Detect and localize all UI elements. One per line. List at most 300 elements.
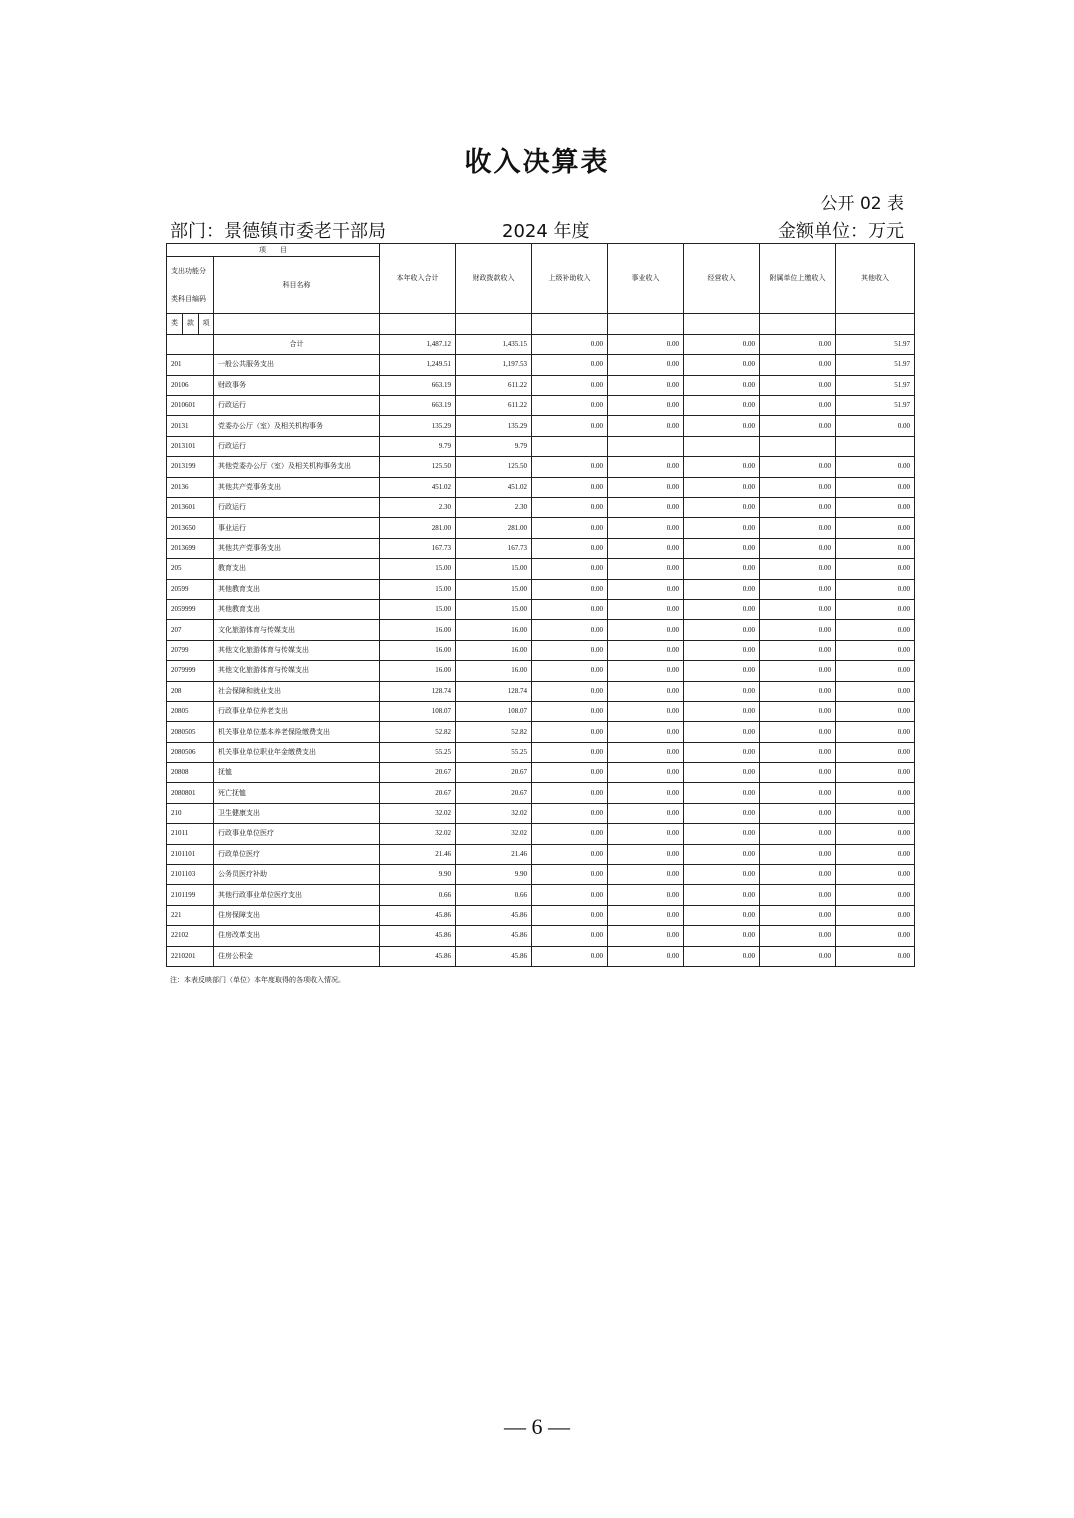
subject-name: 其他共产党事务支出 bbox=[214, 477, 380, 497]
amount-cell: 0.00 bbox=[836, 763, 915, 783]
subject-name: 其他教育支出 bbox=[214, 599, 380, 619]
subject-code: 22102 bbox=[167, 926, 214, 946]
amount-cell: 0.00 bbox=[684, 640, 760, 660]
amount-cell: 0.00 bbox=[532, 457, 608, 477]
table-row bbox=[167, 498, 915, 518]
amount-cell: 0.00 bbox=[608, 396, 684, 416]
subject-name: 抚恤 bbox=[214, 763, 380, 783]
subject-name: 行政单位医疗 bbox=[214, 844, 380, 864]
amount-cell: 16.00 bbox=[380, 620, 456, 640]
amount-cell: 0.00 bbox=[532, 498, 608, 518]
amount-cell: 0.00 bbox=[684, 498, 760, 518]
subject-code: 2080801 bbox=[167, 783, 214, 803]
subject-name: 其他行政事业单位医疗支出 bbox=[214, 885, 380, 905]
subject-code: 20136 bbox=[167, 477, 214, 497]
amount-cell: 0.00 bbox=[836, 518, 915, 538]
amount-cell: 0.00 bbox=[532, 763, 608, 783]
amount-cell: 0.00 bbox=[608, 498, 684, 518]
amount-cell: 0.00 bbox=[532, 477, 608, 497]
header-col-5: 经营收入 bbox=[684, 244, 760, 314]
amount-cell: 0.00 bbox=[608, 926, 684, 946]
total-value-1: 1,487.12 bbox=[380, 334, 456, 354]
table-row bbox=[167, 477, 915, 497]
amount-cell: 45.86 bbox=[456, 946, 532, 966]
amount-cell: 0.00 bbox=[836, 498, 915, 518]
amount-cell: 0.00 bbox=[836, 803, 915, 823]
amount-cell: 0.00 bbox=[760, 477, 836, 497]
header-col-2: 财政拨款收入 bbox=[456, 244, 532, 314]
amount-cell: 0.00 bbox=[684, 681, 760, 701]
amount-cell: 0.00 bbox=[684, 457, 760, 477]
amount-cell: 0.00 bbox=[760, 620, 836, 640]
amount-cell: 0.00 bbox=[760, 824, 836, 844]
amount-cell: 0.00 bbox=[608, 701, 684, 721]
amount-cell: 0.00 bbox=[836, 579, 915, 599]
header-col-6-blank bbox=[760, 314, 836, 335]
amount-cell: 0.00 bbox=[532, 559, 608, 579]
amount-cell: 0.00 bbox=[532, 803, 608, 823]
table-row bbox=[167, 436, 915, 456]
amount-cell: 15.00 bbox=[380, 599, 456, 619]
amount-cell: 0.00 bbox=[684, 865, 760, 885]
amount-cell: 0.00 bbox=[608, 885, 684, 905]
amount-cell: 0.00 bbox=[532, 620, 608, 640]
total-value-2: 1,435.15 bbox=[456, 334, 532, 354]
amount-cell: 0.00 bbox=[836, 905, 915, 925]
amount-cell: 0.00 bbox=[684, 701, 760, 721]
subject-name: 行政运行 bbox=[214, 396, 380, 416]
amount-cell: 15.00 bbox=[456, 579, 532, 599]
amount-cell: 0.00 bbox=[836, 620, 915, 640]
amount-cell: 21.46 bbox=[380, 844, 456, 864]
subject-name: 其他教育支出 bbox=[214, 579, 380, 599]
table-row bbox=[167, 620, 915, 640]
amount-cell: 611.22 bbox=[456, 396, 532, 416]
header-col-7: 其他收入 bbox=[836, 244, 915, 314]
amount-cell: 125.50 bbox=[380, 457, 456, 477]
amount-cell bbox=[836, 436, 915, 456]
amount-cell: 9.90 bbox=[456, 865, 532, 885]
amount-cell: 9.79 bbox=[380, 436, 456, 456]
amount-cell: 32.02 bbox=[456, 803, 532, 823]
table-row bbox=[167, 885, 915, 905]
subject-code: 201 bbox=[167, 355, 214, 375]
table-row bbox=[167, 865, 915, 885]
table-row bbox=[167, 661, 915, 681]
amount-cell: 16.00 bbox=[456, 620, 532, 640]
amount-cell: 0.00 bbox=[532, 844, 608, 864]
amount-cell: 128.74 bbox=[456, 681, 532, 701]
amount-cell: 0.00 bbox=[684, 824, 760, 844]
amount-cell: 0.00 bbox=[532, 681, 608, 701]
amount-cell: 0.00 bbox=[608, 559, 684, 579]
amount-cell: 0.00 bbox=[760, 742, 836, 762]
table-row bbox=[167, 681, 915, 701]
amount-cell: 0.00 bbox=[684, 803, 760, 823]
amount-cell: 0.00 bbox=[684, 416, 760, 436]
total-value-7: 51.97 bbox=[836, 334, 915, 354]
amount-cell bbox=[760, 436, 836, 456]
subject-code: 2080505 bbox=[167, 722, 214, 742]
amount-cell: 0.00 bbox=[684, 783, 760, 803]
amount-cell: 0.00 bbox=[836, 865, 915, 885]
department-label: 部门：景德镇市委老干部局 bbox=[170, 221, 386, 242]
subject-name: 行政事业单位医疗 bbox=[214, 824, 380, 844]
subject-name: 机关事业单位职业年金缴费支出 bbox=[214, 742, 380, 762]
amount-cell: 0.00 bbox=[608, 375, 684, 395]
subject-code: 2059999 bbox=[167, 599, 214, 619]
amount-cell: 135.29 bbox=[456, 416, 532, 436]
amount-cell: 0.00 bbox=[532, 946, 608, 966]
header-col-6: 附属单位上缴收入 bbox=[760, 244, 836, 314]
amount-cell: 0.00 bbox=[608, 416, 684, 436]
amount-cell: 16.00 bbox=[456, 661, 532, 681]
amount-cell: 0.00 bbox=[532, 355, 608, 375]
header-subject-name: 科目名称 bbox=[214, 257, 380, 314]
amount-cell: 0.00 bbox=[684, 905, 760, 925]
amount-cell: 0.00 bbox=[684, 620, 760, 640]
amount-cell: 52.82 bbox=[380, 722, 456, 742]
amount-cell: 1,249.51 bbox=[380, 355, 456, 375]
amount-cell: 0.00 bbox=[760, 905, 836, 925]
amount-cell: 0.00 bbox=[532, 926, 608, 946]
subject-code: 2080506 bbox=[167, 742, 214, 762]
subject-name: 其他共产党事务支出 bbox=[214, 538, 380, 558]
amount-cell: 0.00 bbox=[836, 824, 915, 844]
table-row bbox=[167, 742, 915, 762]
amount-cell: 0.00 bbox=[760, 416, 836, 436]
amount-cell: 0.00 bbox=[684, 885, 760, 905]
subject-code: 2101101 bbox=[167, 844, 214, 864]
amount-cell: 45.86 bbox=[380, 946, 456, 966]
amount-cell: 0.00 bbox=[684, 722, 760, 742]
fiscal-year: 2024 年度 bbox=[502, 221, 590, 242]
subject-code: 2010601 bbox=[167, 396, 214, 416]
amount-cell: 451.02 bbox=[380, 477, 456, 497]
income-table bbox=[166, 243, 915, 967]
amount-cell: 0.00 bbox=[608, 824, 684, 844]
amount-cell: 663.19 bbox=[380, 396, 456, 416]
amount-cell: 128.74 bbox=[380, 681, 456, 701]
header-func-code-line2: 类科目编码 bbox=[171, 295, 206, 303]
amount-cell: 0.00 bbox=[532, 518, 608, 538]
table-note: 注：本表反映部门（单位）本年度取得的各项收入情况。 bbox=[170, 976, 345, 984]
subject-code: 2013101 bbox=[167, 436, 214, 456]
header-lei: 类 bbox=[167, 314, 183, 335]
amount-cell: 0.00 bbox=[836, 681, 915, 701]
amount-cell: 108.07 bbox=[456, 701, 532, 721]
subject-name: 行政运行 bbox=[214, 436, 380, 456]
amount-cell: 0.00 bbox=[760, 681, 836, 701]
amount-cell: 0.00 bbox=[532, 396, 608, 416]
amount-cell: 0.00 bbox=[760, 783, 836, 803]
subject-code: 20808 bbox=[167, 763, 214, 783]
subject-code: 2079999 bbox=[167, 661, 214, 681]
amount-cell: 0.00 bbox=[760, 518, 836, 538]
amount-cell: 167.73 bbox=[456, 538, 532, 558]
amount-cell: 0.00 bbox=[532, 538, 608, 558]
amount-cell: 2.30 bbox=[456, 498, 532, 518]
table-row bbox=[167, 396, 915, 416]
amount-cell: 0.00 bbox=[836, 783, 915, 803]
amount-cell: 0.00 bbox=[608, 457, 684, 477]
subject-name: 其他文化旅游体育与传媒支出 bbox=[214, 661, 380, 681]
amount-cell: 45.86 bbox=[456, 905, 532, 925]
amount-cell: 0.00 bbox=[532, 742, 608, 762]
table-row bbox=[167, 599, 915, 619]
amount-cell: 0.00 bbox=[608, 946, 684, 966]
subject-name: 卫生健康支出 bbox=[214, 803, 380, 823]
amount-cell: 0.00 bbox=[608, 538, 684, 558]
amount-cell: 0.00 bbox=[760, 640, 836, 660]
table-row bbox=[167, 416, 915, 436]
table-row bbox=[167, 905, 915, 925]
amount-cell: 0.00 bbox=[760, 396, 836, 416]
subject-code: 2101199 bbox=[167, 885, 214, 905]
amount-cell: 0.00 bbox=[532, 579, 608, 599]
subject-name: 住房保障支出 bbox=[214, 905, 380, 925]
header-col-5-blank bbox=[684, 314, 760, 335]
amount-cell: 0.00 bbox=[608, 905, 684, 925]
amount-cell: 0.00 bbox=[532, 640, 608, 660]
page-title: 收入决算表 bbox=[464, 147, 610, 178]
header-col-4: 事业收入 bbox=[608, 244, 684, 314]
amount-cell: 0.00 bbox=[608, 620, 684, 640]
table-row bbox=[167, 946, 915, 966]
total-value-6: 0.00 bbox=[760, 334, 836, 354]
amount-cell: 0.00 bbox=[608, 579, 684, 599]
amount-cell: 0.00 bbox=[684, 742, 760, 762]
amount-cell: 451.02 bbox=[456, 477, 532, 497]
subject-name: 一般公共服务支出 bbox=[214, 355, 380, 375]
header-project: 项 目 bbox=[167, 244, 380, 257]
amount-cell: 0.00 bbox=[836, 416, 915, 436]
amount-cell: 0.00 bbox=[532, 865, 608, 885]
amount-cell: 0.00 bbox=[608, 477, 684, 497]
amount-cell: 0.00 bbox=[608, 681, 684, 701]
table-row bbox=[167, 701, 915, 721]
table-row bbox=[167, 783, 915, 803]
subject-code: 2013601 bbox=[167, 498, 214, 518]
table-row bbox=[167, 926, 915, 946]
table-row bbox=[167, 722, 915, 742]
amount-cell: 0.00 bbox=[608, 599, 684, 619]
amount-cell: 0.00 bbox=[836, 661, 915, 681]
total-value-3: 0.00 bbox=[532, 334, 608, 354]
amount-unit: 金额单位：万元 bbox=[778, 221, 904, 242]
amount-cell: 20.67 bbox=[456, 783, 532, 803]
page-number: — 6 — bbox=[504, 1414, 570, 1439]
amount-cell: 0.00 bbox=[760, 498, 836, 518]
subject-name: 机关事业单位基本养老保险缴费支出 bbox=[214, 722, 380, 742]
amount-cell: 0.00 bbox=[684, 946, 760, 966]
table-row bbox=[167, 375, 915, 395]
amount-cell: 16.00 bbox=[380, 640, 456, 660]
amount-cell: 55.25 bbox=[456, 742, 532, 762]
amount-cell: 0.00 bbox=[684, 559, 760, 579]
amount-cell: 15.00 bbox=[456, 599, 532, 619]
amount-cell: 0.00 bbox=[684, 844, 760, 864]
total-code-blank bbox=[167, 334, 214, 354]
subject-code: 2210201 bbox=[167, 946, 214, 966]
table-row bbox=[167, 518, 915, 538]
header-col-3: 上级补助收入 bbox=[532, 244, 608, 314]
amount-cell: 0.00 bbox=[608, 518, 684, 538]
amount-cell: 0.00 bbox=[760, 661, 836, 681]
amount-cell bbox=[532, 436, 608, 456]
table-row bbox=[167, 803, 915, 823]
amount-cell: 15.00 bbox=[380, 559, 456, 579]
amount-cell bbox=[608, 436, 684, 456]
amount-cell: 55.25 bbox=[380, 742, 456, 762]
subject-name: 公务员医疗补助 bbox=[214, 865, 380, 885]
amount-cell: 0.00 bbox=[608, 783, 684, 803]
subject-code: 2013199 bbox=[167, 457, 214, 477]
amount-cell: 0.00 bbox=[532, 722, 608, 742]
total-value-5: 0.00 bbox=[684, 334, 760, 354]
amount-cell: 0.00 bbox=[684, 599, 760, 619]
amount-cell: 0.00 bbox=[608, 803, 684, 823]
amount-cell: 0.00 bbox=[684, 477, 760, 497]
amount-cell: 16.00 bbox=[456, 640, 532, 660]
amount-cell: 0.00 bbox=[760, 355, 836, 375]
subject-code: 20599 bbox=[167, 579, 214, 599]
amount-cell: 0.00 bbox=[684, 355, 760, 375]
amount-cell: 0.00 bbox=[532, 885, 608, 905]
amount-cell: 0.00 bbox=[836, 926, 915, 946]
amount-cell: 0.00 bbox=[608, 355, 684, 375]
amount-cell: 108.07 bbox=[380, 701, 456, 721]
amount-cell: 0.00 bbox=[760, 559, 836, 579]
subject-name: 死亡抚恤 bbox=[214, 783, 380, 803]
amount-cell: 20.67 bbox=[380, 783, 456, 803]
subject-name: 住房公积金 bbox=[214, 946, 380, 966]
amount-cell: 0.00 bbox=[760, 844, 836, 864]
form-number: 公开 02 表 bbox=[820, 194, 904, 214]
subject-code: 210 bbox=[167, 803, 214, 823]
amount-cell: 0.00 bbox=[760, 926, 836, 946]
header-func-code-line1: 支出功能分 bbox=[171, 267, 206, 275]
amount-cell: 0.00 bbox=[836, 885, 915, 905]
subject-code: 221 bbox=[167, 905, 214, 925]
amount-cell: 32.02 bbox=[456, 824, 532, 844]
amount-cell: 0.00 bbox=[684, 579, 760, 599]
amount-cell: 15.00 bbox=[380, 579, 456, 599]
amount-cell: 281.00 bbox=[456, 518, 532, 538]
table-row bbox=[167, 355, 915, 375]
table-row bbox=[167, 640, 915, 660]
amount-cell: 0.00 bbox=[532, 783, 608, 803]
amount-cell: 0.00 bbox=[760, 885, 836, 905]
amount-cell: 0.00 bbox=[608, 865, 684, 885]
subject-name: 教育支出 bbox=[214, 559, 380, 579]
table-row bbox=[167, 579, 915, 599]
amount-cell: 9.79 bbox=[456, 436, 532, 456]
amount-cell: 2.30 bbox=[380, 498, 456, 518]
amount-cell: 0.00 bbox=[836, 742, 915, 762]
subject-name: 事业运行 bbox=[214, 518, 380, 538]
amount-cell: 51.97 bbox=[836, 396, 915, 416]
amount-cell: 0.00 bbox=[760, 375, 836, 395]
amount-cell: 611.22 bbox=[456, 375, 532, 395]
amount-cell: 45.86 bbox=[380, 905, 456, 925]
header-kuan: 款 bbox=[183, 314, 199, 335]
amount-cell: 0.00 bbox=[608, 661, 684, 681]
amount-cell: 0.00 bbox=[836, 457, 915, 477]
amount-cell: 0.00 bbox=[836, 946, 915, 966]
subject-code: 2101103 bbox=[167, 865, 214, 885]
subject-name: 行政事业单位养老支出 bbox=[214, 701, 380, 721]
subject-code: 205 bbox=[167, 559, 214, 579]
amount-cell: 0.00 bbox=[684, 763, 760, 783]
subject-name: 党委办公厅（室）及相关机构事务 bbox=[214, 416, 380, 436]
amount-cell: 51.97 bbox=[836, 375, 915, 395]
amount-cell: 52.82 bbox=[456, 722, 532, 742]
subject-name: 其他文化旅游体育与传媒支出 bbox=[214, 640, 380, 660]
subject-code: 2013650 bbox=[167, 518, 214, 538]
amount-cell: 0.00 bbox=[532, 905, 608, 925]
amount-cell: 0.00 bbox=[608, 742, 684, 762]
amount-cell: 0.00 bbox=[760, 599, 836, 619]
amount-cell: 0.00 bbox=[836, 538, 915, 558]
amount-cell: 32.02 bbox=[380, 824, 456, 844]
amount-cell: 0.00 bbox=[836, 599, 915, 619]
header-xiang: 项 bbox=[199, 314, 214, 335]
total-label: 合计 bbox=[214, 334, 380, 354]
lanci-spacer bbox=[214, 314, 532, 335]
amount-cell: 0.00 bbox=[836, 640, 915, 660]
amount-cell: 0.00 bbox=[836, 844, 915, 864]
header-col-3-blank bbox=[532, 314, 608, 335]
amount-cell: 0.00 bbox=[684, 396, 760, 416]
subject-code: 20805 bbox=[167, 701, 214, 721]
subject-code: 208 bbox=[167, 681, 214, 701]
amount-cell: 0.00 bbox=[684, 375, 760, 395]
amount-cell: 0.00 bbox=[836, 722, 915, 742]
amount-cell: 135.29 bbox=[380, 416, 456, 436]
amount-cell: 0.00 bbox=[532, 599, 608, 619]
subject-code: 2013699 bbox=[167, 538, 214, 558]
table-row bbox=[167, 763, 915, 783]
amount-cell: 0.00 bbox=[760, 457, 836, 477]
amount-cell: 0.00 bbox=[608, 844, 684, 864]
amount-cell: 0.00 bbox=[532, 416, 608, 436]
amount-cell: 45.86 bbox=[456, 926, 532, 946]
amount-cell: 0.00 bbox=[760, 803, 836, 823]
table-row bbox=[167, 457, 915, 477]
amount-cell: 0.00 bbox=[760, 865, 836, 885]
amount-cell: 0.00 bbox=[532, 824, 608, 844]
header-col-7-blank bbox=[836, 314, 915, 335]
amount-cell: 15.00 bbox=[456, 559, 532, 579]
amount-cell: 125.50 bbox=[456, 457, 532, 477]
amount-cell: 45.86 bbox=[380, 926, 456, 946]
amount-cell: 51.97 bbox=[836, 355, 915, 375]
amount-cell: 0.00 bbox=[760, 701, 836, 721]
amount-cell: 0.00 bbox=[532, 701, 608, 721]
subject-name: 社会保障和就业支出 bbox=[214, 681, 380, 701]
amount-cell: 0.66 bbox=[380, 885, 456, 905]
amount-cell: 167.73 bbox=[380, 538, 456, 558]
amount-cell: 0.00 bbox=[760, 763, 836, 783]
amount-cell: 663.19 bbox=[380, 375, 456, 395]
table-row bbox=[167, 538, 915, 558]
amount-cell: 9.90 bbox=[380, 865, 456, 885]
subject-name: 住房改革支出 bbox=[214, 926, 380, 946]
amount-cell: 0.00 bbox=[684, 538, 760, 558]
amount-cell: 0.00 bbox=[760, 722, 836, 742]
header-col-4-blank bbox=[608, 314, 684, 335]
